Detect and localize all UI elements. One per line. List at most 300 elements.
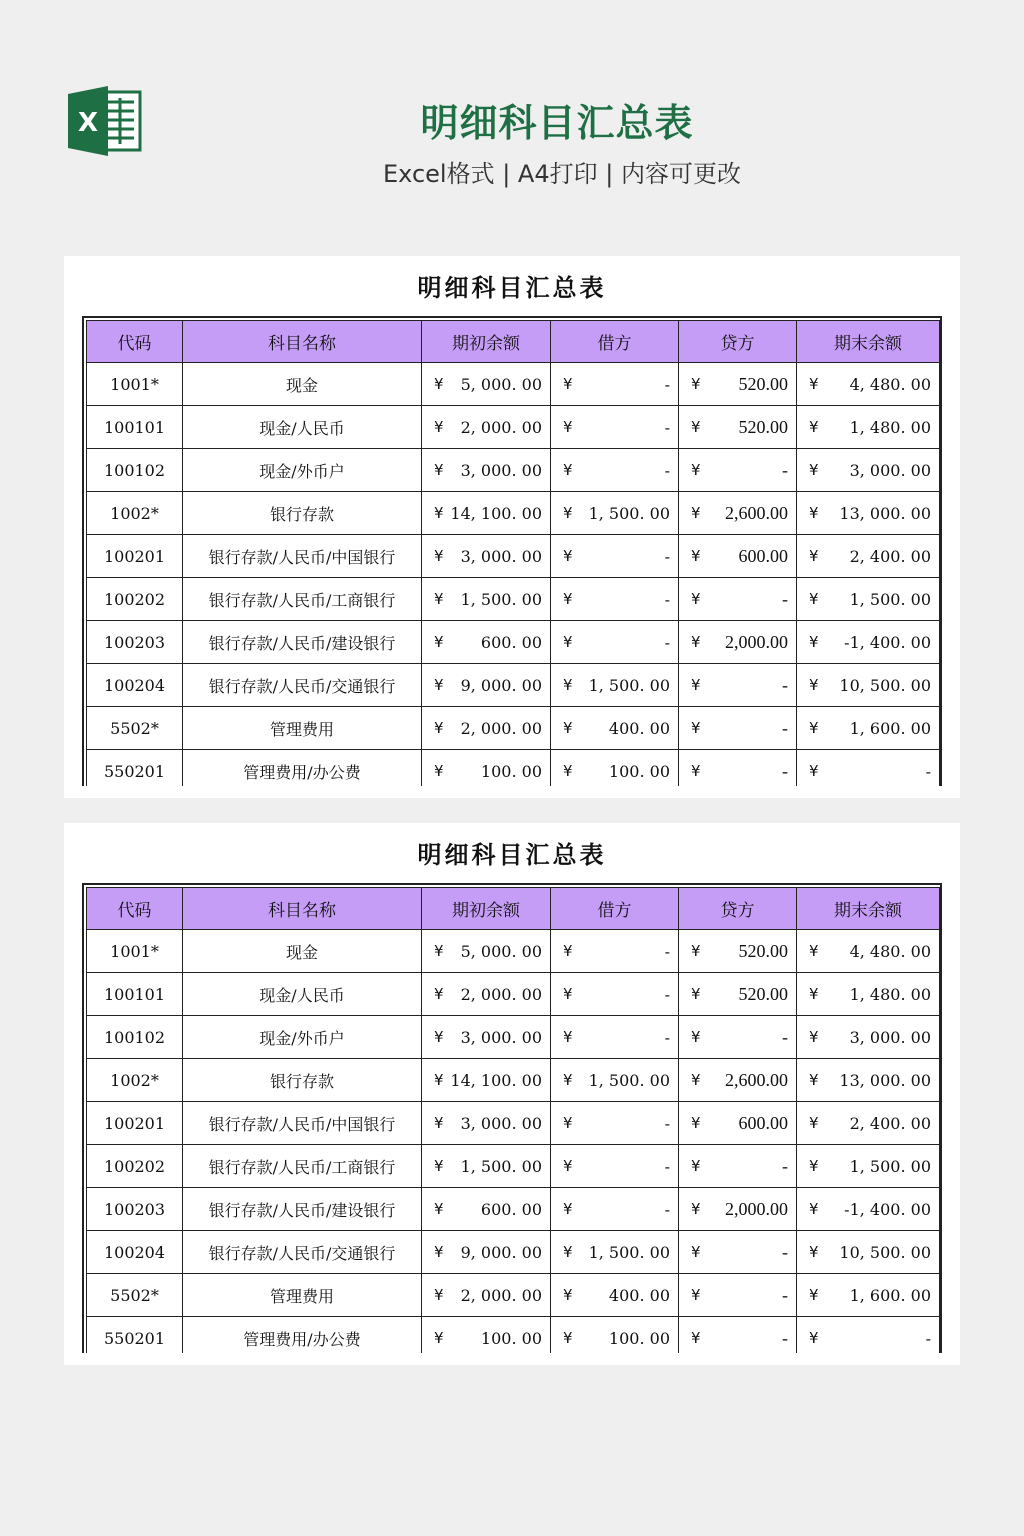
account-code-cell: 100204 xyxy=(87,664,183,707)
opening-balance-cell xyxy=(422,664,551,707)
yen-symbol: ¥ xyxy=(434,1286,444,1304)
yen-symbol: ¥ xyxy=(691,504,701,522)
account-code-cell: 5502* xyxy=(87,707,183,750)
yen-symbol: ¥ xyxy=(809,590,819,608)
col-header-code: 代码 xyxy=(87,321,183,363)
account-code-cell: 100201 xyxy=(87,1102,183,1145)
yen-symbol: ¥ xyxy=(809,719,819,737)
debit-cell xyxy=(551,492,679,535)
credit-cell xyxy=(679,1231,797,1274)
closing-balance-cell xyxy=(797,1016,940,1059)
debit-cell xyxy=(551,750,679,787)
yen-symbol: ¥ xyxy=(691,1243,701,1261)
yen-symbol: ¥ xyxy=(809,1028,819,1046)
amount-value: 2, 400. 00 xyxy=(849,1113,931,1133)
amount-value: 400. 00 xyxy=(608,718,670,738)
col-header-credit: 贷方 xyxy=(679,321,797,363)
account-code-cell: 5502* xyxy=(87,1274,183,1317)
account-code-cell: 100203 xyxy=(87,1188,183,1231)
table-row xyxy=(87,1059,940,1102)
amount-value: - xyxy=(664,1156,670,1176)
amount-value: 520.00 xyxy=(738,983,788,1004)
amount-value: 10, 500. 00 xyxy=(839,675,931,695)
amount-value: - xyxy=(664,941,670,961)
opening-balance-cell xyxy=(422,1231,551,1274)
amount-value: 3, 000. 00 xyxy=(849,460,931,480)
closing-balance-cell xyxy=(797,621,940,664)
amount-value: - xyxy=(782,1284,788,1305)
opening-balance-cell xyxy=(422,930,551,973)
amount-value: 2, 000. 00 xyxy=(460,984,542,1004)
table-header-row xyxy=(87,321,940,363)
yen-symbol: ¥ xyxy=(809,985,819,1003)
yen-symbol: ¥ xyxy=(563,762,573,780)
closing-balance-cell xyxy=(797,1231,940,1274)
amount-value: 1, 480. 00 xyxy=(849,984,931,1004)
amount-value: - xyxy=(782,674,788,695)
amount-value: 1, 500. 00 xyxy=(588,1070,670,1090)
col-header-debit: 借方 xyxy=(551,888,679,930)
account-name-cell: 银行存款/人民币/中国银行 xyxy=(183,535,422,578)
yen-symbol: ¥ xyxy=(563,633,573,651)
yen-symbol: ¥ xyxy=(691,1071,701,1089)
debit-cell xyxy=(551,1016,679,1059)
table-row xyxy=(87,1102,940,1145)
debit-cell xyxy=(551,1274,679,1317)
account-name-cell: 管理费用 xyxy=(183,1274,422,1317)
amount-value: 100. 00 xyxy=(608,1328,670,1348)
yen-symbol: ¥ xyxy=(434,719,444,737)
amount-value: 1, 600. 00 xyxy=(849,1285,931,1305)
account-code-cell: 100204 xyxy=(87,1231,183,1274)
yen-symbol: ¥ xyxy=(434,676,444,694)
col-header-debit: 借方 xyxy=(551,321,679,363)
yen-symbol: ¥ xyxy=(809,1286,819,1304)
yen-symbol: ¥ xyxy=(434,1114,444,1132)
yen-symbol: ¥ xyxy=(563,590,573,608)
amount-value: 100. 00 xyxy=(608,761,670,781)
account-name-cell: 现金/外币户 xyxy=(183,1016,422,1059)
yen-symbol: ¥ xyxy=(563,1329,573,1347)
yen-symbol: ¥ xyxy=(434,504,444,522)
credit-cell xyxy=(679,621,797,664)
debit-cell xyxy=(551,406,679,449)
debit-cell xyxy=(551,449,679,492)
yen-symbol: ¥ xyxy=(809,375,819,393)
yen-symbol: ¥ xyxy=(563,418,573,436)
table-row xyxy=(87,930,940,973)
opening-balance-cell xyxy=(422,621,551,664)
amount-value: 13, 000. 00 xyxy=(839,503,931,523)
yen-symbol: ¥ xyxy=(691,1028,701,1046)
account-name-cell: 银行存款/人民币/建设银行 xyxy=(183,621,422,664)
opening-balance-cell xyxy=(422,707,551,750)
opening-balance-cell xyxy=(422,492,551,535)
yen-symbol: ¥ xyxy=(434,1071,444,1089)
amount-value: 1, 500. 00 xyxy=(588,675,670,695)
account-name-cell: 银行存款 xyxy=(183,1059,422,1102)
amount-value: 14, 100. 00 xyxy=(450,503,542,523)
account-code-cell: 550201 xyxy=(87,1317,183,1354)
yen-symbol: ¥ xyxy=(563,461,573,479)
sheet-title: 明细科目汇总表 xyxy=(417,840,607,869)
amount-value: 2, 000. 00 xyxy=(460,718,542,738)
debit-cell xyxy=(551,1059,679,1102)
yen-symbol: ¥ xyxy=(809,1157,819,1175)
table-header-row xyxy=(87,888,940,930)
amount-value: - xyxy=(782,459,788,480)
debit-cell xyxy=(551,621,679,664)
col-header-credit: 贷方 xyxy=(679,888,797,930)
yen-symbol: ¥ xyxy=(434,1157,444,1175)
opening-balance-cell xyxy=(422,1317,551,1354)
credit-cell xyxy=(679,406,797,449)
yen-symbol: ¥ xyxy=(434,1243,444,1261)
yen-symbol: ¥ xyxy=(434,762,444,780)
yen-symbol: ¥ xyxy=(563,1243,573,1261)
table-row xyxy=(87,1317,940,1354)
account-name-cell: 管理费用/办公费 xyxy=(183,750,422,787)
yen-symbol: ¥ xyxy=(691,985,701,1003)
table-frame xyxy=(82,316,942,786)
debit-cell xyxy=(551,973,679,1016)
amount-value: - xyxy=(664,632,670,652)
yen-symbol: ¥ xyxy=(563,942,573,960)
sheet-title: 明细科目汇总表 xyxy=(417,273,607,302)
account-code-cell: 1002* xyxy=(87,1059,183,1102)
summary-table xyxy=(86,320,940,786)
yen-symbol: ¥ xyxy=(563,504,573,522)
yen-symbol: ¥ xyxy=(809,461,819,479)
yen-symbol: ¥ xyxy=(434,461,444,479)
amount-value: 3, 000. 00 xyxy=(460,1027,542,1047)
svg-text:X: X xyxy=(77,108,99,138)
amount-value: 520.00 xyxy=(738,416,788,437)
amount-value: 1, 500. 00 xyxy=(460,589,542,609)
credit-cell xyxy=(679,750,797,787)
opening-balance-cell xyxy=(422,1059,551,1102)
amount-value: -1, 400. 00 xyxy=(844,632,931,652)
yen-symbol: ¥ xyxy=(691,719,701,737)
table-row xyxy=(87,1231,940,1274)
yen-symbol: ¥ xyxy=(691,418,701,436)
account-name-cell: 银行存款/人民币/交通银行 xyxy=(183,1231,422,1274)
credit-cell xyxy=(679,492,797,535)
opening-balance-cell xyxy=(422,363,551,406)
opening-balance-cell xyxy=(422,1188,551,1231)
account-name-cell: 现金/人民币 xyxy=(183,973,422,1016)
closing-balance-cell xyxy=(797,1059,940,1102)
yen-symbol: ¥ xyxy=(691,1329,701,1347)
opening-balance-cell xyxy=(422,535,551,578)
amount-value: 5, 000. 00 xyxy=(460,941,542,961)
opening-balance-cell xyxy=(422,1016,551,1059)
credit-cell xyxy=(679,1016,797,1059)
closing-balance-cell xyxy=(797,363,940,406)
debit-cell xyxy=(551,1317,679,1354)
yen-symbol: ¥ xyxy=(563,1028,573,1046)
credit-cell xyxy=(679,1317,797,1354)
table-row xyxy=(87,406,940,449)
amount-value: 600. 00 xyxy=(480,632,542,652)
account-code-cell: 100102 xyxy=(87,1016,183,1059)
credit-cell xyxy=(679,1145,797,1188)
yen-symbol: ¥ xyxy=(691,461,701,479)
amount-value: - xyxy=(664,417,670,437)
amount-value: 3, 000. 00 xyxy=(460,546,542,566)
amount-value: 520.00 xyxy=(738,940,788,961)
closing-balance-cell xyxy=(797,492,940,535)
closing-balance-cell xyxy=(797,750,940,787)
table-frame xyxy=(82,883,942,1353)
col-header-code: 代码 xyxy=(87,888,183,930)
page-title: 明细科目汇总表 xyxy=(420,101,694,145)
account-name-cell: 银行存款/人民币/中国银行 xyxy=(183,1102,422,1145)
yen-symbol: ¥ xyxy=(809,418,819,436)
table-row xyxy=(87,973,940,1016)
yen-symbol: ¥ xyxy=(563,375,573,393)
amount-value: 2, 400. 00 xyxy=(849,546,931,566)
yen-symbol: ¥ xyxy=(809,504,819,522)
account-name-cell: 现金 xyxy=(183,363,422,406)
account-code-cell: 550201 xyxy=(87,750,183,787)
credit-cell xyxy=(679,363,797,406)
closing-balance-cell xyxy=(797,1188,940,1231)
yen-symbol: ¥ xyxy=(691,762,701,780)
opening-balance-cell xyxy=(422,1274,551,1317)
col-header-closing-balance: 期末余额 xyxy=(797,321,940,363)
amount-value: - xyxy=(925,1328,931,1348)
amount-value: 600.00 xyxy=(738,1112,788,1133)
yen-symbol: ¥ xyxy=(809,762,819,780)
yen-symbol: ¥ xyxy=(809,676,819,694)
amount-value: -1, 400. 00 xyxy=(844,1199,931,1219)
yen-symbol: ¥ xyxy=(809,1329,819,1347)
yen-symbol: ¥ xyxy=(563,985,573,1003)
amount-value: 3, 000. 00 xyxy=(460,1113,542,1133)
opening-balance-cell xyxy=(422,750,551,787)
yen-symbol: ¥ xyxy=(809,1114,819,1132)
yen-symbol: ¥ xyxy=(434,1028,444,1046)
yen-symbol: ¥ xyxy=(563,547,573,565)
account-name-cell: 管理费用/办公费 xyxy=(183,1317,422,1354)
account-code-cell: 100101 xyxy=(87,973,183,1016)
closing-balance-cell xyxy=(797,1274,940,1317)
account-code-cell: 1001* xyxy=(87,930,183,973)
col-header-account-name: 科目名称 xyxy=(183,888,422,930)
col-header-opening-balance: 期初余额 xyxy=(422,321,551,363)
account-name-cell: 银行存款 xyxy=(183,492,422,535)
amount-value: 9, 000. 00 xyxy=(460,1242,542,1262)
credit-cell xyxy=(679,973,797,1016)
sheet-preview-2 xyxy=(64,823,960,1365)
amount-value: 2,600.00 xyxy=(725,1069,788,1090)
closing-balance-cell xyxy=(797,930,940,973)
table-row xyxy=(87,1145,940,1188)
opening-balance-cell xyxy=(422,1145,551,1188)
yen-symbol: ¥ xyxy=(809,1071,819,1089)
amount-value: 10, 500. 00 xyxy=(839,1242,931,1262)
credit-cell xyxy=(679,707,797,750)
account-name-cell: 管理费用 xyxy=(183,707,422,750)
table-row xyxy=(87,535,940,578)
amount-value: - xyxy=(664,546,670,566)
account-name-cell: 银行存款/人民币/建设银行 xyxy=(183,1188,422,1231)
yen-symbol: ¥ xyxy=(563,1114,573,1132)
amount-value: 600.00 xyxy=(738,545,788,566)
debit-cell xyxy=(551,535,679,578)
table-row xyxy=(87,1188,940,1231)
yen-symbol: ¥ xyxy=(434,985,444,1003)
yen-symbol: ¥ xyxy=(691,1114,701,1132)
yen-symbol: ¥ xyxy=(434,547,444,565)
closing-balance-cell xyxy=(797,973,940,1016)
yen-symbol: ¥ xyxy=(809,633,819,651)
account-name-cell: 银行存款/人民币/工商银行 xyxy=(183,1145,422,1188)
amount-value: - xyxy=(782,1026,788,1047)
col-header-opening-balance: 期初余额 xyxy=(422,888,551,930)
amount-value: 4, 480. 00 xyxy=(849,374,931,394)
yen-symbol: ¥ xyxy=(691,590,701,608)
amount-value: 1, 500. 00 xyxy=(588,1242,670,1262)
account-name-cell: 现金/外币户 xyxy=(183,449,422,492)
account-code-cell: 1001* xyxy=(87,363,183,406)
closing-balance-cell xyxy=(797,535,940,578)
table-row xyxy=(87,363,940,406)
table-row xyxy=(87,664,940,707)
yen-symbol: ¥ xyxy=(434,418,444,436)
amount-value: 1, 500. 00 xyxy=(588,503,670,523)
table-row xyxy=(87,492,940,535)
credit-cell xyxy=(679,535,797,578)
amount-value: 520.00 xyxy=(738,373,788,394)
amount-value: 2,000.00 xyxy=(725,1198,788,1219)
credit-cell xyxy=(679,1274,797,1317)
amount-value: - xyxy=(782,717,788,738)
yen-symbol: ¥ xyxy=(434,633,444,651)
amount-value: 14, 100. 00 xyxy=(450,1070,542,1090)
yen-symbol: ¥ xyxy=(563,1071,573,1089)
yen-symbol: ¥ xyxy=(563,719,573,737)
amount-value: 5, 000. 00 xyxy=(460,374,542,394)
amount-value: 13, 000. 00 xyxy=(839,1070,931,1090)
debit-cell xyxy=(551,1188,679,1231)
yen-symbol: ¥ xyxy=(691,633,701,651)
col-header-closing-balance: 期末余额 xyxy=(797,888,940,930)
yen-symbol: ¥ xyxy=(691,375,701,393)
credit-cell xyxy=(679,449,797,492)
yen-symbol: ¥ xyxy=(691,547,701,565)
credit-cell xyxy=(679,1102,797,1145)
amount-value: - xyxy=(664,460,670,480)
account-name-cell: 现金 xyxy=(183,930,422,973)
yen-symbol: ¥ xyxy=(691,1157,701,1175)
closing-balance-cell xyxy=(797,1317,940,1354)
yen-symbol: ¥ xyxy=(434,590,444,608)
amount-value: 100. 00 xyxy=(480,1328,542,1348)
summary-table xyxy=(86,887,940,1353)
account-name-cell: 银行存款/人民币/交通银行 xyxy=(183,664,422,707)
account-code-cell: 100201 xyxy=(87,535,183,578)
yen-symbol: ¥ xyxy=(691,942,701,960)
amount-value: 3, 000. 00 xyxy=(849,1027,931,1047)
amount-value: 2,000.00 xyxy=(725,631,788,652)
yen-symbol: ¥ xyxy=(809,1200,819,1218)
amount-value: 1, 500. 00 xyxy=(849,589,931,609)
table-row xyxy=(87,578,940,621)
amount-value: - xyxy=(782,588,788,609)
amount-value: 4, 480. 00 xyxy=(849,941,931,961)
yen-symbol: ¥ xyxy=(563,1157,573,1175)
amount-value: 1, 480. 00 xyxy=(849,417,931,437)
amount-value: 3, 000. 00 xyxy=(460,460,542,480)
table-row xyxy=(87,1274,940,1317)
account-code-cell: 100102 xyxy=(87,449,183,492)
amount-value: - xyxy=(664,1199,670,1219)
table-row xyxy=(87,1016,940,1059)
amount-value: - xyxy=(664,1113,670,1133)
amount-value: 9, 000. 00 xyxy=(460,675,542,695)
closing-balance-cell xyxy=(797,664,940,707)
amount-value: - xyxy=(782,760,788,781)
amount-value: - xyxy=(664,374,670,394)
amount-value: - xyxy=(782,1241,788,1262)
col-header-account-name: 科目名称 xyxy=(183,321,422,363)
yen-symbol: ¥ xyxy=(434,1329,444,1347)
account-code-cell: 100203 xyxy=(87,621,183,664)
amount-value: 600. 00 xyxy=(480,1199,542,1219)
table-row xyxy=(87,621,940,664)
opening-balance-cell xyxy=(422,973,551,1016)
yen-symbol: ¥ xyxy=(691,676,701,694)
debit-cell xyxy=(551,1231,679,1274)
yen-symbol: ¥ xyxy=(563,1200,573,1218)
account-code-cell: 1002* xyxy=(87,492,183,535)
debit-cell xyxy=(551,1145,679,1188)
closing-balance-cell xyxy=(797,1102,940,1145)
yen-symbol: ¥ xyxy=(809,942,819,960)
account-name-cell: 现金/人民币 xyxy=(183,406,422,449)
debit-cell xyxy=(551,1102,679,1145)
amount-value: - xyxy=(782,1327,788,1348)
yen-symbol: ¥ xyxy=(809,1243,819,1261)
amount-value: - xyxy=(664,984,670,1004)
yen-symbol: ¥ xyxy=(563,1286,573,1304)
amount-value: 100. 00 xyxy=(480,761,542,781)
opening-balance-cell xyxy=(422,406,551,449)
account-code-cell: 100101 xyxy=(87,406,183,449)
opening-balance-cell xyxy=(422,1102,551,1145)
amount-value: 2, 000. 00 xyxy=(460,1285,542,1305)
amount-value: - xyxy=(664,1027,670,1047)
yen-symbol: ¥ xyxy=(691,1200,701,1218)
credit-cell xyxy=(679,930,797,973)
debit-cell xyxy=(551,707,679,750)
debit-cell xyxy=(551,930,679,973)
amount-value: 1, 500. 00 xyxy=(460,1156,542,1176)
yen-symbol: ¥ xyxy=(563,676,573,694)
closing-balance-cell xyxy=(797,1145,940,1188)
opening-balance-cell xyxy=(422,578,551,621)
debit-cell xyxy=(551,578,679,621)
amount-value: - xyxy=(664,589,670,609)
amount-value: - xyxy=(782,1155,788,1176)
yen-symbol: ¥ xyxy=(809,547,819,565)
closing-balance-cell xyxy=(797,707,940,750)
yen-symbol: ¥ xyxy=(434,375,444,393)
table-row xyxy=(87,449,940,492)
yen-symbol: ¥ xyxy=(691,1286,701,1304)
